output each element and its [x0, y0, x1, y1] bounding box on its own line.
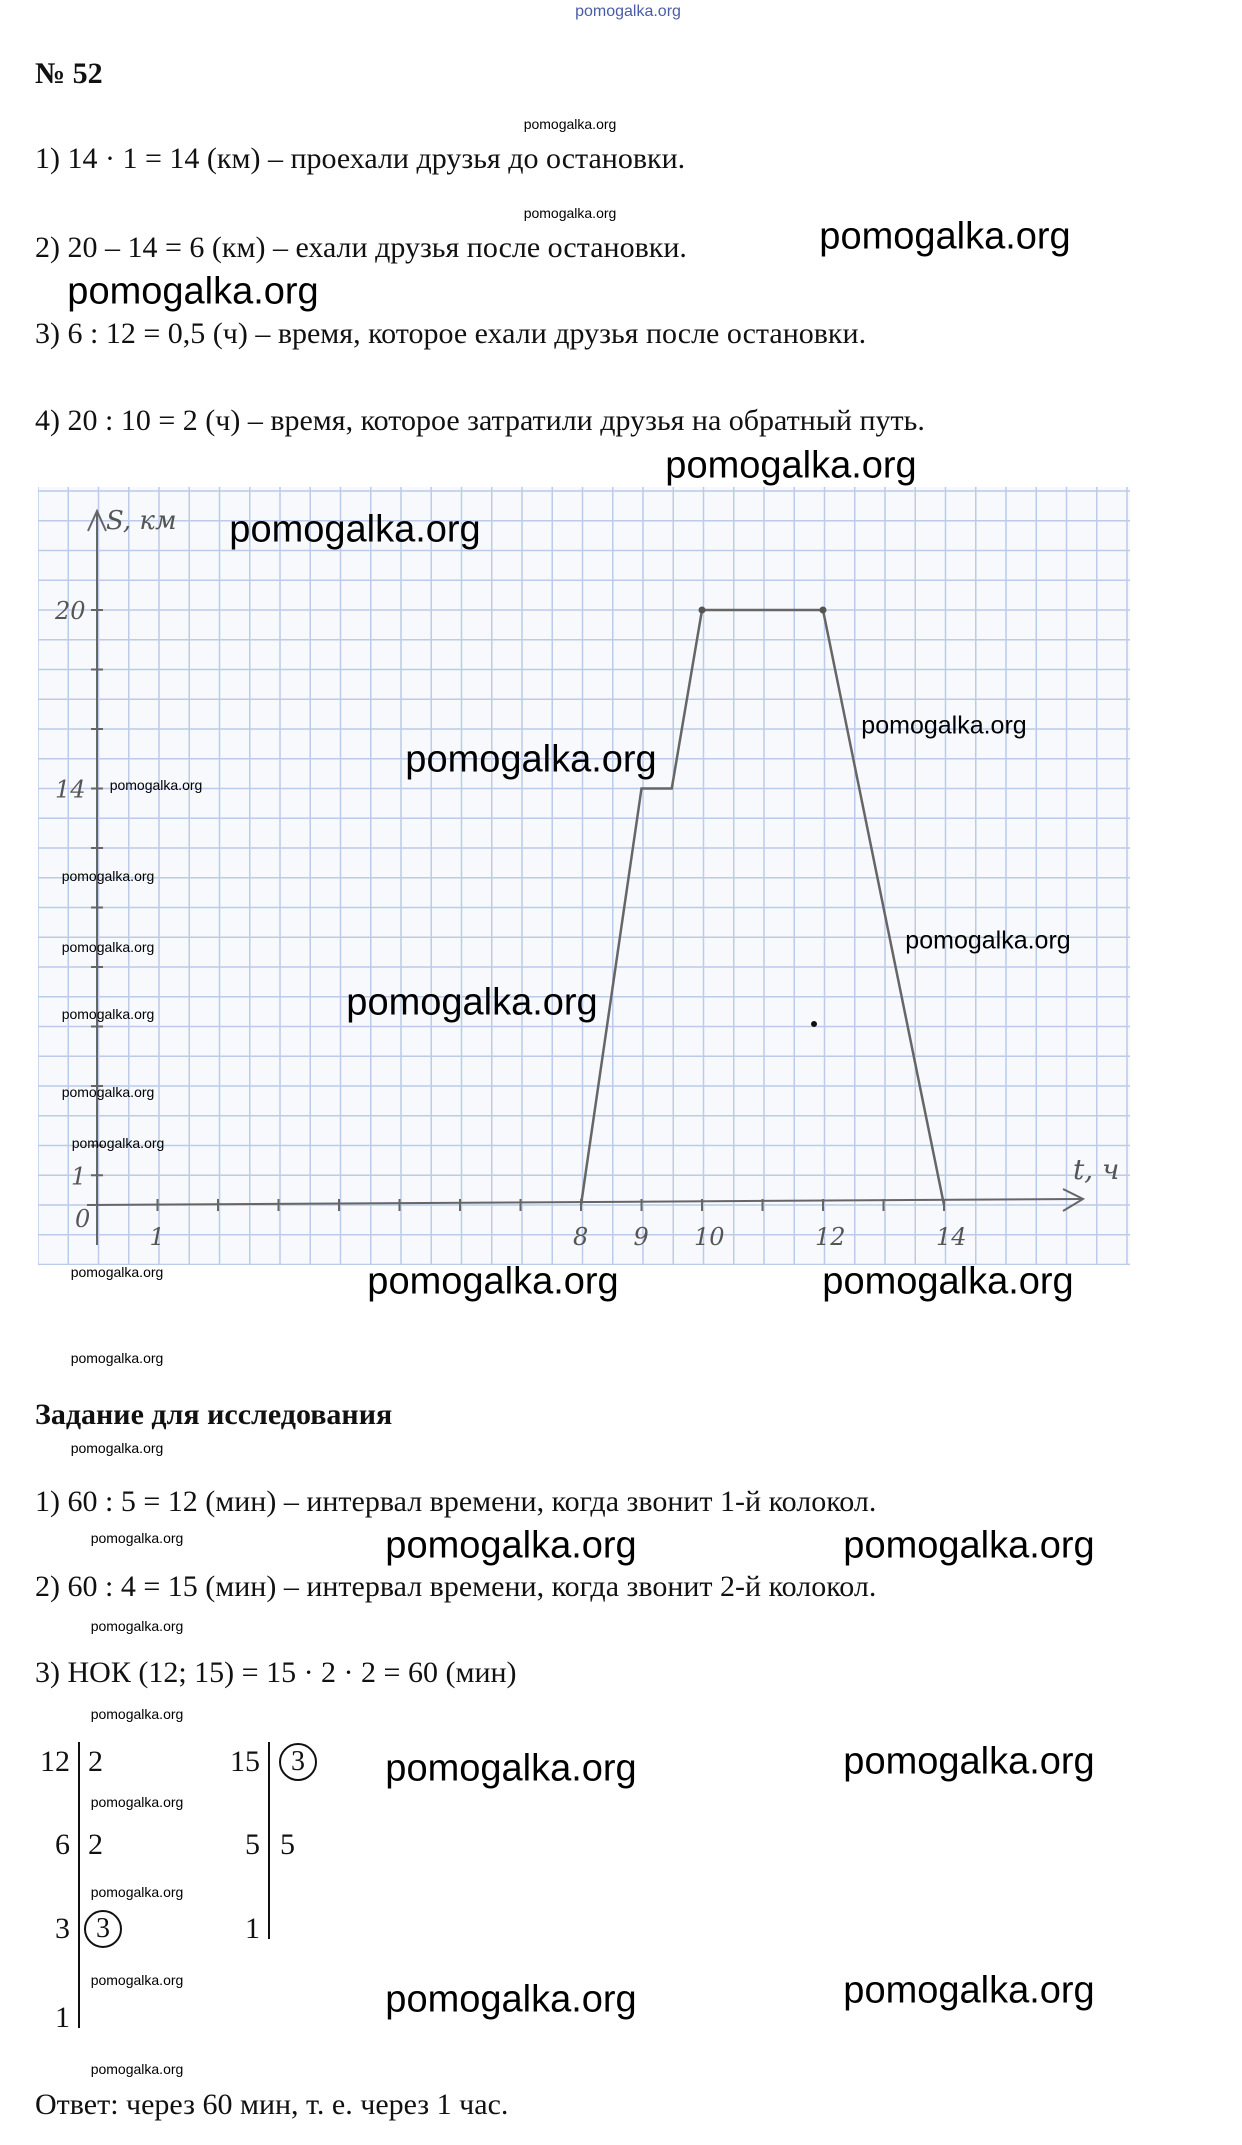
- watermark: pomogalka.org: [90, 1972, 184, 1988]
- x-tick-label: 10: [694, 1223, 725, 1251]
- x-tick-label: 9: [633, 1223, 649, 1251]
- solution-step-1: 1) 14 · 1 = 14 (км) – проехали друзья до остановки.: [35, 142, 686, 175]
- watermark: pomogalka.org: [70, 1440, 164, 1456]
- research-step-3: 3) НОК (12; 15) = 15 · 2 · 2 = 60 (мин): [35, 1656, 517, 1689]
- watermark: pomogalka.org: [90, 1618, 184, 1634]
- answer: Ответ: через 60 мин, т. е. через 1 час.: [35, 2088, 509, 2121]
- watermark: pomogalka.org: [523, 116, 617, 132]
- watermark: pomogalka.org: [822, 1260, 1074, 1303]
- factor-15-divider: [268, 1742, 270, 1939]
- factor-12-right-1: 2: [88, 1828, 103, 1861]
- watermark: pomogalka.org: [61, 1084, 155, 1100]
- data-point: [820, 607, 827, 614]
- watermark: pomogalka.org: [905, 926, 1071, 955]
- x-axis-label: t, ч: [1073, 1153, 1120, 1186]
- factor-12-left-0: 12: [40, 1745, 70, 1778]
- watermark: pomogalka.org: [385, 1978, 637, 2021]
- y-tick-label: 14: [55, 775, 86, 804]
- watermark: pomogalka.org: [90, 1706, 184, 1722]
- x-tick-label: 8: [573, 1223, 589, 1251]
- watermark: pomogalka.org: [861, 711, 1027, 740]
- watermark: pomogalka.org: [819, 215, 1071, 258]
- x-tick-label: 12: [815, 1223, 846, 1251]
- watermark: pomogalka.org: [90, 1794, 184, 1810]
- watermark: pomogalka.org: [523, 205, 617, 221]
- watermark: pomogalka.org: [70, 1350, 164, 1366]
- problem-title: № 52: [35, 57, 103, 90]
- factor-12-left-3: 1: [55, 2001, 70, 2034]
- watermark: pomogalka.org: [90, 1884, 184, 1900]
- watermark: pomogalka.org: [665, 444, 917, 487]
- data-point: [699, 607, 706, 614]
- factor-12-left-2: 3: [55, 1912, 70, 1945]
- watermark: pomogalka.org: [109, 777, 203, 793]
- solution-step-2: 2) 20 – 14 = 6 (км) – ехали друзья после остановки.: [35, 231, 687, 264]
- graph-grid: [38, 487, 1130, 1265]
- watermark: pomogalka.org: [61, 939, 155, 955]
- solution-step-3: 3) 6 : 12 = 0,5 (ч) – время, которое ехали друзья после остановки.: [35, 317, 867, 350]
- factor-15-left-2: 1: [245, 1912, 260, 1945]
- watermark: pomogalka.org: [90, 1530, 184, 1546]
- y-axis-label: S, км: [106, 506, 177, 536]
- factor-12-divider: [78, 1742, 80, 2028]
- x-tick-label: 14: [936, 1223, 967, 1251]
- watermark: pomogalka.org: [843, 1524, 1095, 1567]
- research-step-1: 1) 60 : 5 = 12 (мин) – интервал времени, когда звонит 1-й колокол.: [35, 1485, 877, 1518]
- watermark: pomogalka.org: [385, 1524, 637, 1567]
- factor-12-right-0: 2: [88, 1745, 103, 1778]
- watermark: pomogalka.org: [405, 738, 657, 781]
- watermark: pomogalka.org: [229, 508, 481, 551]
- x-tick-label: 1: [149, 1223, 165, 1251]
- x-tick-label: 0: [75, 1205, 91, 1233]
- solution-step-4: 4) 20 : 10 = 2 (ч) – время, которое затратили друзья на обратный путь.: [35, 404, 925, 437]
- header-watermark: pomogalka.org: [575, 3, 681, 20]
- y-tick-label: 1: [71, 1162, 87, 1191]
- y-tick-label: 20: [55, 597, 86, 625]
- watermark: pomogalka.org: [67, 270, 319, 313]
- x-axis: [87, 1199, 1083, 1205]
- watermark: pomogalka.org: [346, 981, 598, 1024]
- watermark: pomogalka.org: [61, 868, 155, 884]
- watermark: pomogalka.org: [90, 2061, 184, 2077]
- watermark: pomogalka.org: [385, 1747, 637, 1790]
- factor-15-right-0-circled: 3: [279, 1743, 317, 1781]
- watermark: pomogalka.org: [71, 1135, 165, 1151]
- factor-15-left-0: 15: [230, 1745, 260, 1778]
- watermark: pomogalka.org: [70, 1264, 164, 1280]
- research-heading: Задание для исследования: [35, 1398, 393, 1431]
- factor-12-left-1: 6: [55, 1828, 70, 1861]
- watermark: pomogalka.org: [843, 1969, 1095, 2012]
- factor-15-left-1: 5: [245, 1828, 260, 1861]
- watermark: pomogalka.org: [367, 1260, 619, 1303]
- watermark: pomogalka.org: [61, 1006, 155, 1022]
- research-step-2: 2) 60 : 4 = 15 (мин) – интервал времени, когда звонит 2-й колокол.: [35, 1570, 877, 1603]
- stray-dot: [811, 1021, 817, 1027]
- factor-15-right-1: 5: [280, 1828, 295, 1861]
- factor-12-right-2-circled: 3: [84, 1910, 122, 1948]
- distance-time-graph: [38, 487, 1130, 1265]
- watermark: pomogalka.org: [843, 1740, 1095, 1783]
